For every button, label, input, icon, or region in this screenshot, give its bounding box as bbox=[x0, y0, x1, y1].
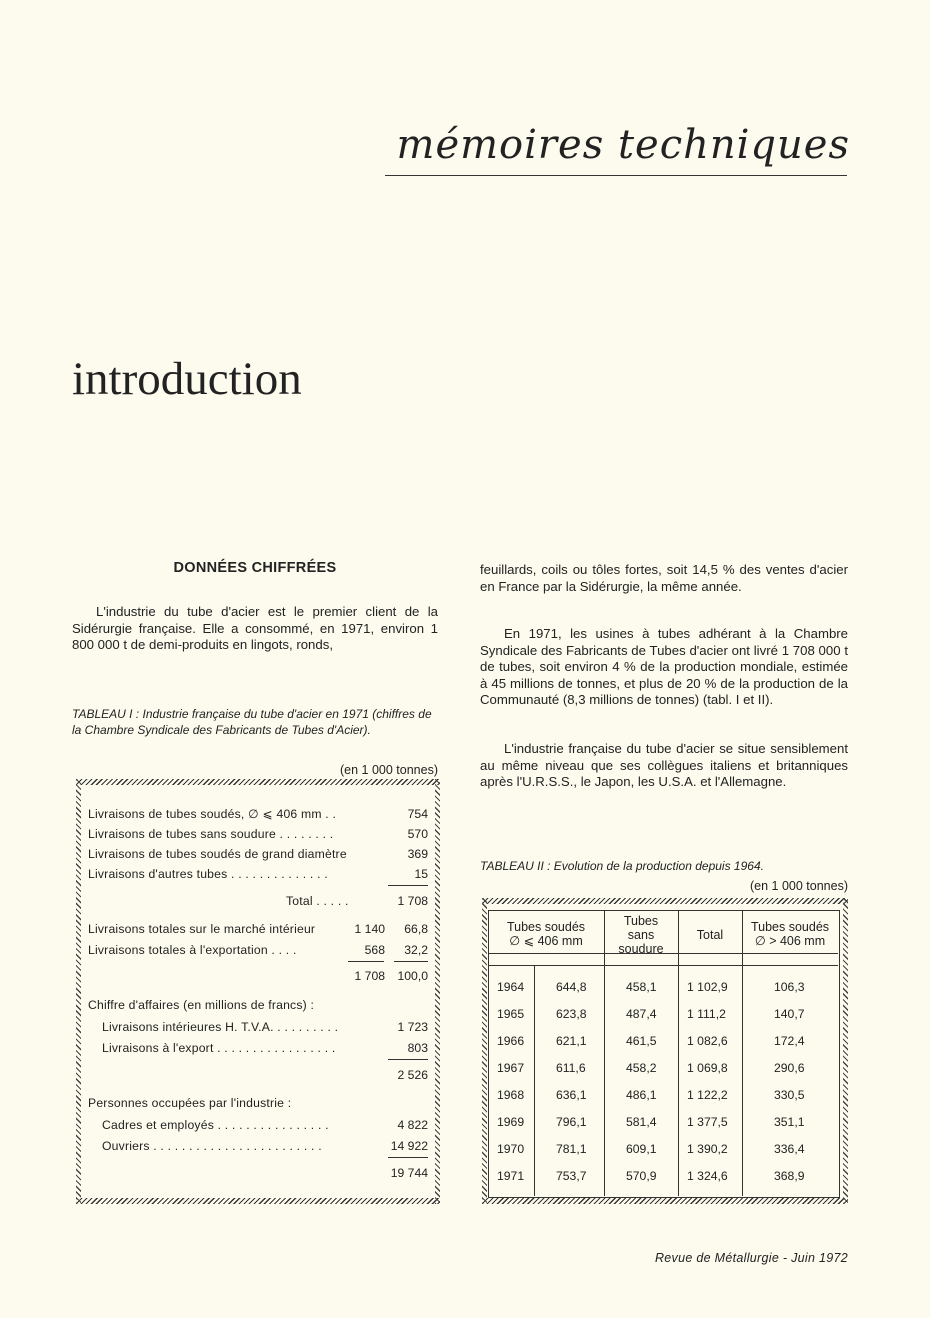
table-cell-year: 1967 bbox=[497, 1061, 525, 1075]
table-cell-year: 1966 bbox=[497, 1034, 525, 1048]
row-label: Livraisons totales sur le marché intérieur bbox=[88, 922, 316, 936]
row-value: 369 bbox=[407, 847, 428, 861]
table1 bbox=[76, 779, 440, 1204]
table-cell: 351,1 bbox=[774, 1115, 805, 1129]
table2-border-bottom bbox=[482, 1198, 848, 1204]
row-label: Livraisons totales à l'exportation . . . . bbox=[88, 943, 297, 957]
table-cell: 458,1 bbox=[626, 980, 657, 994]
subheading: DONNÉES CHIFFRÉES bbox=[173, 560, 337, 576]
table-cell: 623,8 bbox=[556, 1007, 587, 1021]
row-value-a: 1 708 bbox=[354, 969, 385, 983]
col-header-seamless: Tubes sans soudure bbox=[618, 914, 664, 956]
row-value: 1 723 bbox=[397, 1020, 428, 1034]
sum-rule bbox=[388, 1157, 428, 1158]
row-label: Livraisons à l'export . . . . . . . . . . . . . . . . . bbox=[102, 1041, 336, 1055]
table-cell: 609,1 bbox=[626, 1142, 657, 1156]
table-cell: 1 102,9 bbox=[687, 980, 728, 994]
col-header-total: Total bbox=[696, 928, 724, 942]
table-cell: 458,2 bbox=[626, 1061, 657, 1075]
journal-footer: Revue de Métallurgie - Juin 1972 bbox=[654, 1251, 848, 1265]
table-cell: 487,4 bbox=[626, 1007, 657, 1021]
table-cell: 172,4 bbox=[774, 1034, 805, 1048]
table2-border-left bbox=[482, 898, 487, 1204]
table-cell-year: 1969 bbox=[497, 1115, 525, 1129]
row-value: 570 bbox=[407, 827, 428, 841]
col-header-welded-large: Tubes soudés ∅ > 406 mm bbox=[750, 920, 830, 948]
row-label: Livraisons de tubes sans soudure . . . . . . . . bbox=[88, 827, 334, 841]
table-cell: 486,1 bbox=[626, 1088, 657, 1102]
table2-border-top bbox=[482, 898, 848, 904]
row-label: Livraisons d'autres tubes . . . . . . . . . . . . . . bbox=[88, 867, 328, 881]
table-cell: 1 122,2 bbox=[687, 1088, 728, 1102]
table-cell: 1 069,8 bbox=[687, 1061, 728, 1075]
row-value: 803 bbox=[407, 1041, 428, 1055]
right-paragraph-3: L'industrie française du tube d'acier se situe sensiblement au même niveau que ses collègues italiens et britanniques après l'U.R.S.S., le Japon, les U.S.A. et l'Allemagne. bbox=[480, 741, 848, 789]
table-cell: 1 324,6 bbox=[687, 1169, 728, 1183]
table-cell: 330,5 bbox=[774, 1088, 805, 1102]
row-value: 32,2 bbox=[404, 943, 428, 957]
table-cell-year: 1964 bbox=[497, 980, 525, 994]
row-label: Cadres et employés . . . . . . . . . . . . . . . . bbox=[102, 1118, 329, 1132]
table-row bbox=[76, 1068, 440, 1086]
row-value: 14 922 bbox=[390, 1139, 428, 1153]
table-cell: 570,9 bbox=[626, 1169, 657, 1183]
table-cell: 753,7 bbox=[556, 1169, 587, 1183]
table-cell: 106,3 bbox=[774, 980, 805, 994]
row-label: Livraisons de tubes soudés, ∅ ⩽ 406 mm . . bbox=[88, 807, 337, 821]
column-divider bbox=[534, 965, 535, 1196]
table1-border-bottom bbox=[76, 1198, 440, 1204]
row-value: 100,0 bbox=[397, 969, 428, 983]
col-header-welded-small: Tubes soudés ∅ ⩽ 406 mm bbox=[506, 920, 586, 948]
row-value: 66,8 bbox=[404, 922, 428, 936]
table-row bbox=[76, 1139, 440, 1157]
table-row bbox=[76, 1166, 440, 1184]
table-cell: 1 377,5 bbox=[687, 1115, 728, 1129]
table1-caption-prefix: TABLEAU I : bbox=[72, 707, 140, 721]
table-cell: 621,1 bbox=[556, 1034, 587, 1048]
journal-section-title: mémoires techniques bbox=[396, 122, 850, 168]
section-heading: introduction bbox=[72, 353, 302, 405]
table2-unit: (en 1 000 tonnes) bbox=[750, 879, 848, 893]
sum-rule bbox=[388, 885, 428, 886]
header-underline bbox=[385, 175, 847, 176]
table-cell: 581,4 bbox=[626, 1115, 657, 1129]
row-value-a: 568 bbox=[364, 943, 385, 957]
table2-caption: TABLEAU II : Evolution de la production depuis 1964. bbox=[480, 859, 764, 873]
right-paragraph-1: feuillards, coils ou tôles fortes, soit 14,5 % des ventes d'acier en France par la Sidérurgie, la même année. bbox=[480, 562, 848, 594]
sum-rule bbox=[348, 961, 384, 962]
sum-rule bbox=[388, 1059, 428, 1060]
table2 bbox=[482, 898, 848, 1204]
table-cell: 611,6 bbox=[556, 1061, 586, 1075]
table-row bbox=[76, 1118, 440, 1136]
header-divider bbox=[488, 965, 838, 966]
table-row bbox=[76, 1020, 440, 1038]
table-row bbox=[76, 922, 440, 940]
table-cell-year: 1965 bbox=[497, 1007, 525, 1021]
table2-border-right bbox=[843, 898, 848, 1204]
table-cell: 796,1 bbox=[556, 1115, 587, 1129]
table-cell-year: 1970 bbox=[497, 1142, 525, 1156]
row-value: 1 708 bbox=[397, 894, 428, 908]
table-cell: 461,5 bbox=[626, 1034, 657, 1048]
row-value: 4 822 bbox=[397, 1118, 428, 1132]
table-cell: 290,6 bbox=[774, 1061, 805, 1075]
table-row bbox=[76, 827, 440, 845]
table-row bbox=[76, 807, 440, 825]
left-paragraph: L'industrie du tube d'acier est le premier client de la Sidérurgie française. Elle a consommé, en 1971, environ 1 800 000 t de demi-produits en lingots, ronds, bbox=[72, 604, 438, 652]
row-label: Livraisons de tubes soudés de grand diamètre bbox=[88, 847, 347, 861]
table-row bbox=[76, 867, 440, 885]
table-row bbox=[76, 943, 440, 961]
table-row bbox=[76, 998, 440, 1016]
table-cell: 1 390,2 bbox=[687, 1142, 728, 1156]
table-cell: 1 111,2 bbox=[687, 1007, 726, 1021]
row-label: Livraisons intérieures H. T.V.A. . . . . . . . . . bbox=[102, 1020, 339, 1034]
table-cell: 781,1 bbox=[556, 1142, 587, 1156]
table-cell-year: 1968 bbox=[497, 1088, 525, 1102]
table1-caption-text: Industrie française du tube d'acier en 1971 (chiffres de la Chambre Syndicale des Fabricants de Tubes d'Acier). bbox=[72, 707, 432, 737]
table-cell: 140,7 bbox=[774, 1007, 805, 1021]
row-value: 2 526 bbox=[397, 1068, 428, 1082]
row-label: Total . . . . . bbox=[286, 894, 349, 908]
table-row bbox=[76, 969, 440, 987]
right-paragraph-2: En 1971, les usines à tubes adhérant à la Chambre Syndicale des Fabricants de Tubes d'acier ont livré 1 708 000 t de tubes, soit environ 4 % de la production mondiale, estimée à 45 millions de tonnes, et plus de 20 % de la production de la Communauté (8,3 millions de tonnes) (tabl. I et II). bbox=[480, 626, 848, 707]
table-cell: 636,1 bbox=[556, 1088, 587, 1102]
table1-border-top bbox=[76, 779, 440, 785]
table-row bbox=[76, 894, 440, 912]
row-label: Chiffre d'affaires (en millions de francs) : bbox=[88, 998, 315, 1012]
row-label: Ouvriers . . . . . . . . . . . . . . . . . . . . . . . . bbox=[102, 1139, 322, 1153]
table-row bbox=[76, 1096, 440, 1114]
row-value: 19 744 bbox=[390, 1166, 428, 1180]
table-cell: 644,8 bbox=[556, 980, 587, 994]
table-cell: 1 082,6 bbox=[687, 1034, 728, 1048]
table-cell-year: 1971 bbox=[497, 1169, 525, 1183]
sum-rule bbox=[394, 961, 428, 962]
table-row bbox=[76, 847, 440, 865]
row-value: 754 bbox=[407, 807, 428, 821]
row-value-a: 1 140 bbox=[354, 922, 385, 936]
row-label: Personnes occupées par l'industrie : bbox=[88, 1096, 292, 1110]
table-cell: 336,4 bbox=[774, 1142, 805, 1156]
table1-caption bbox=[72, 706, 438, 738]
table1-unit: (en 1 000 tonnes) bbox=[340, 763, 438, 777]
row-value: 15 bbox=[414, 867, 428, 881]
table-row bbox=[76, 1041, 440, 1059]
table-cell: 368,9 bbox=[774, 1169, 805, 1183]
